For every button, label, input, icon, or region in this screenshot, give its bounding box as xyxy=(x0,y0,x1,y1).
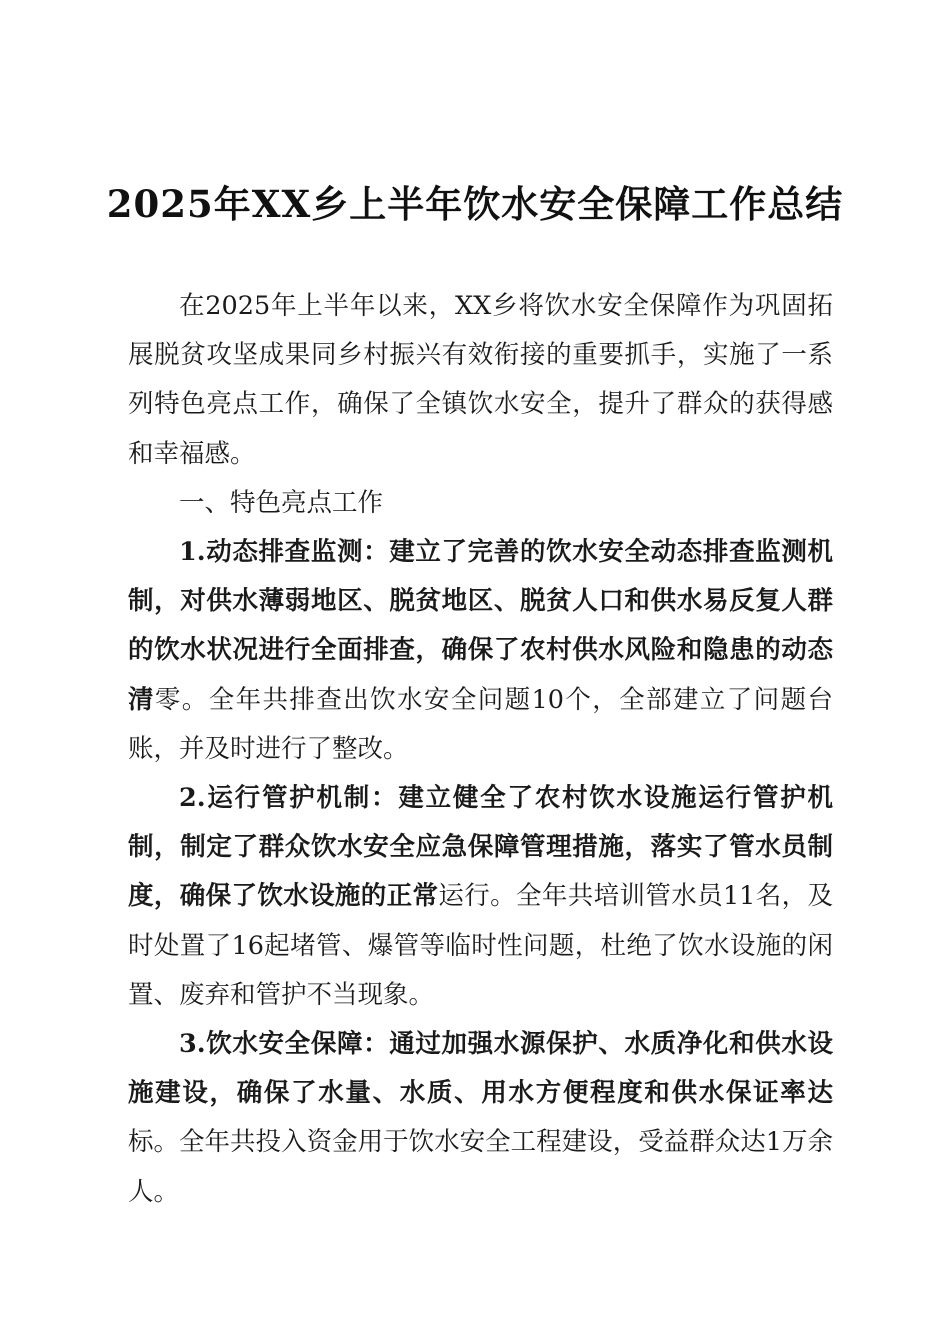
document-title: 2025年XX乡上半年饮水安全保障工作总结 xyxy=(106,182,844,226)
item-paragraph-1 xyxy=(128,528,833,774)
item-text-1: 零。全年共排查出饮水安全问题10个，全部建立了问题台账，并及时进行了整改。 xyxy=(128,684,833,764)
item-text-3: 标。全年共投入资金用于饮水安全工程建设，受益群众达1万余人。 xyxy=(128,1127,833,1207)
item-paragraph-3 xyxy=(128,1020,833,1217)
intro-paragraph: 在2025年上半年以来，XX乡将饮水安全保障作为巩固拓展脱贫攻坚成果同乡村振兴有效衔接的重要抓手，实施了一系列特色亮点工作，确保了全镇饮水安全，提升了群众的获得感和幸福感。 xyxy=(128,291,833,469)
item-lead-3: 3.饮水安全保障：通过加强水源保护、水质净化和供水设施建设，确保了水量、水质、用水方便程度和供水保证率达 xyxy=(128,1029,833,1109)
item-lead-1: 1.动态排查监测：建立了完善的饮水安全动态排查监测机制，对供水薄弱地区、脱贫地区、脱贫人口和供水易反复人群的饮水状况进行全面排查，确保了农村供水风险和隐患的动态清 xyxy=(128,537,833,715)
section-heading: 一、特色亮点工作 xyxy=(179,487,384,518)
item-lead-2: 2.运行管护机制：建立健全了农村饮水设施运行管护机制，制定了群众饮水安全应急保障管理措施，落实了管水员制度，确保了饮水设施的正常 xyxy=(128,783,833,912)
document-body xyxy=(128,282,833,1217)
item-text-2: 运行。全年共培训管水员11名，及时处置了16起堵管、爆管等临时性问题，杜绝了饮水设施的闲置、废弃和管护不当现象。 xyxy=(128,881,833,1010)
item-paragraph-2 xyxy=(128,774,833,1020)
